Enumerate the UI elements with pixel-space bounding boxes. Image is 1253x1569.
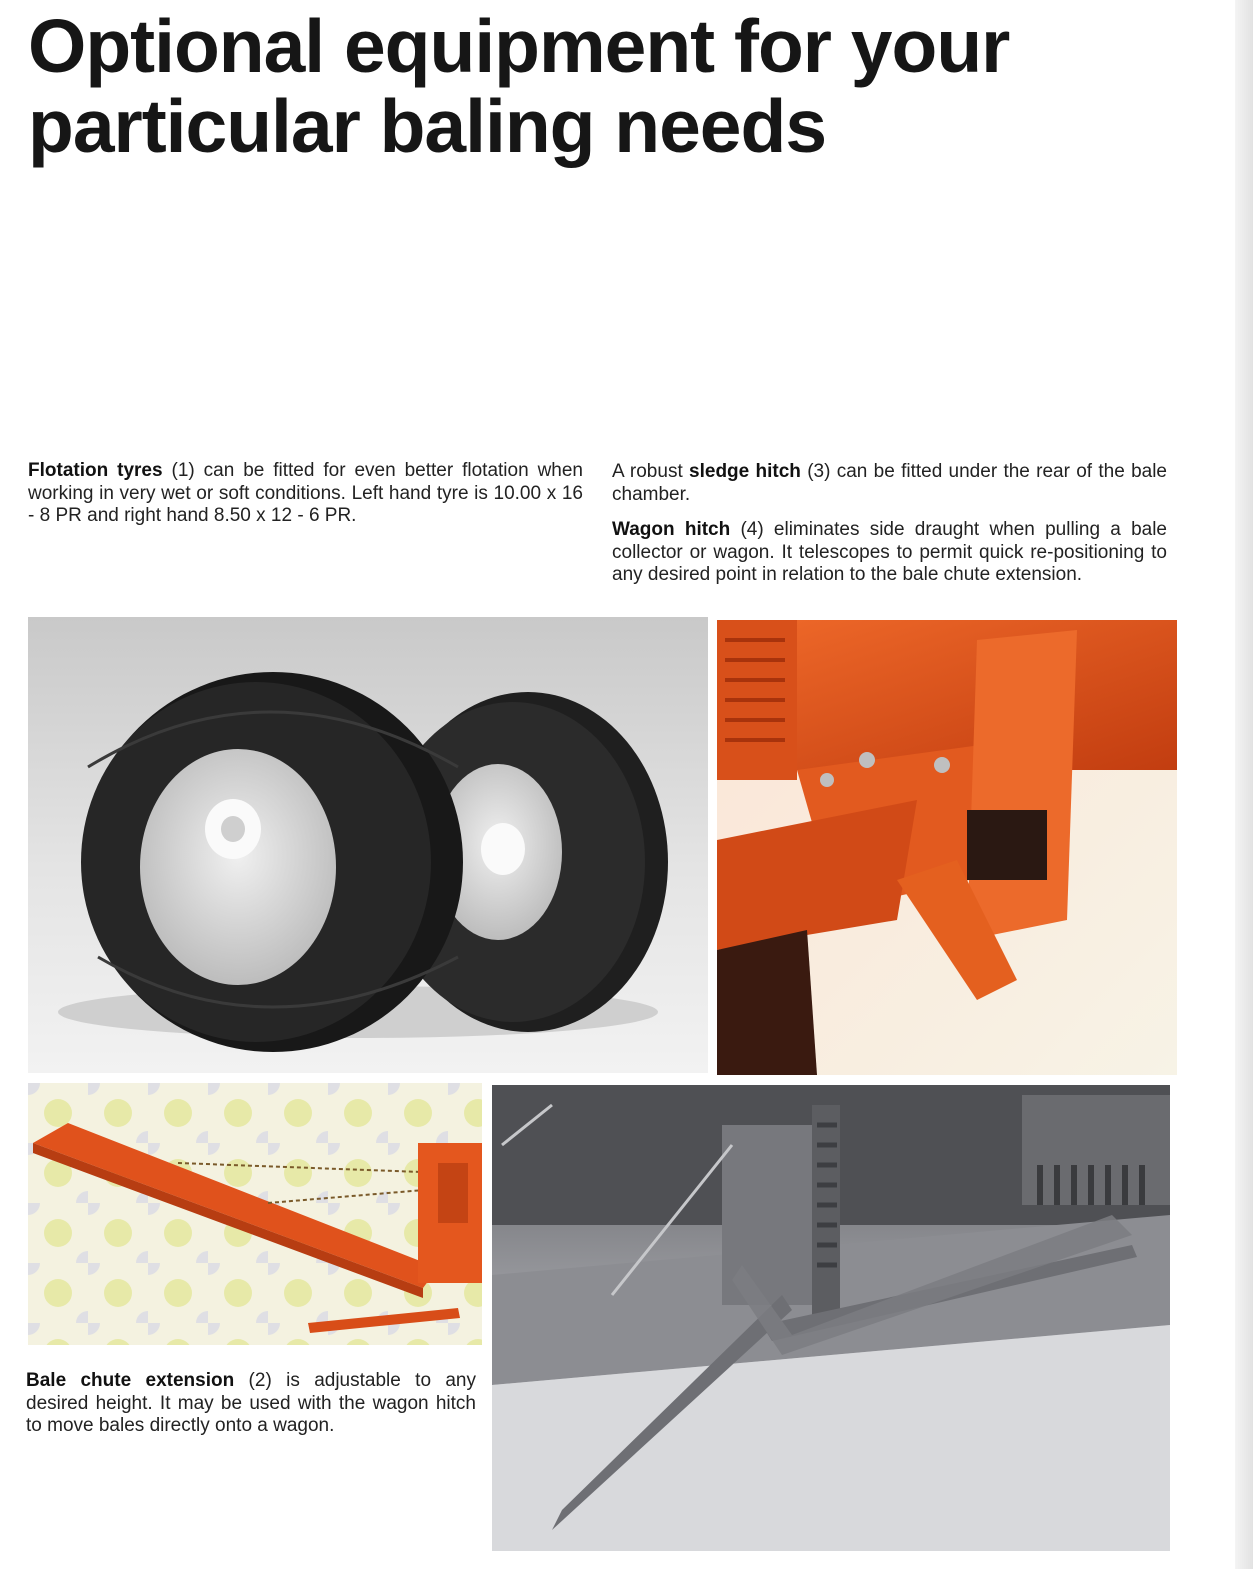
wagon-hitch-text: (4) eliminates side draught when pulling a bale collector or wagon. It telescopes to permit quick re-positioning to any desired point in relation to the bale chute extension.: [612, 519, 1167, 585]
sledge-hitch-photo: [717, 620, 1177, 1075]
sledge-hitch-prefix: A robust: [612, 461, 690, 482]
wagon-hitch-term: Wagon hitch: [612, 519, 731, 540]
bale-chute-term: Bale chute extension: [26, 1370, 235, 1391]
flotation-tyres-paragraph: [28, 460, 583, 528]
page-edge: [1235, 0, 1253, 1569]
flotation-tyres-text: (1) can be fitted for even better flotation when working in very wet or soft conditions. Left hand tyre is 10.00 x 16 - 8 PR and right hand 8.50 x 12 - 6 PR.: [28, 460, 584, 526]
sledge-hitch-term: sledge hitch: [689, 461, 801, 482]
bale-chute-extension-photo: [28, 1083, 482, 1345]
bale-chute-paragraph: [26, 1370, 476, 1438]
title-line-2: particular baling needs: [28, 84, 827, 168]
sledge-hitch-paragraph: [612, 461, 1167, 506]
flotation-tyres-term: Flotation tyres: [28, 460, 163, 481]
page-title: [28, 6, 1178, 166]
title-line-1: Optional equipment for your: [28, 4, 1010, 88]
wagon-hitch-photo: [492, 1085, 1170, 1551]
wagon-hitch-paragraph: [612, 519, 1167, 587]
flotation-tyres-photo: [28, 617, 708, 1073]
bale-chute-text: (2) is adjustable to any desired height. It may be used with the wagon hitch to move bales directly onto a wagon.: [26, 1370, 476, 1436]
sledge-hitch-text: (3) can be fitted under the rear of the bale chamber.: [612, 461, 1167, 505]
